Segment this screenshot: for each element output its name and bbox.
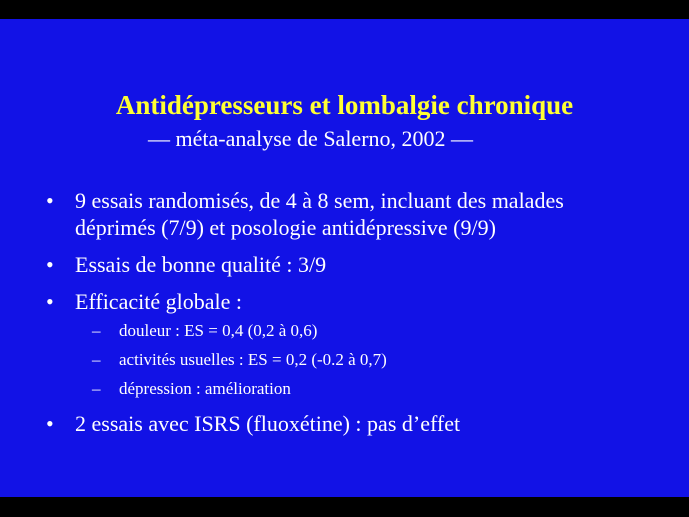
slide-title: Antidépresseurs et lombalgie chronique [115, 90, 574, 120]
bullet-mark: • [46, 252, 54, 277]
sub-item-pain [75, 319, 646, 342]
slide-subtitle: — méta-analyse de Salerno, 2002 — [148, 126, 474, 151]
dash-mark: – [92, 350, 101, 369]
bullet-item-efficacy [46, 288, 646, 400]
sub-item-text: dépression : amélioration [119, 379, 291, 398]
bullet-item-quality [46, 251, 646, 278]
bullet-mark: • [46, 289, 54, 314]
bullet-text: Essais de bonne qualité : 3/9 [75, 252, 327, 277]
slide [0, 19, 689, 497]
dash-mark: – [92, 321, 101, 340]
sub-item-activities [75, 348, 646, 371]
bullet-text: 2 essais avec ISRS (fluoxétine) : pas d’effet [75, 411, 461, 436]
sub-item-depression [75, 377, 646, 400]
dash-mark: – [92, 379, 101, 398]
bullet-text: Efficacité globale : [75, 289, 242, 314]
sub-item-text: activités usuelles : ES = 0,2 (-0.2 à 0,7) [119, 350, 387, 369]
sub-bullet-list [75, 319, 646, 400]
bullet-text: 9 essais randomisés, de 4 à 8 sem, incluant des malades déprimés (7/9) et posologie antidépressive (9/9) [75, 188, 564, 240]
bullet-mark: • [46, 188, 54, 213]
bullet-item-trials [46, 187, 646, 241]
bullet-item-ssri [46, 410, 646, 437]
bullet-mark: • [46, 411, 54, 436]
bullet-list [46, 187, 646, 447]
sub-item-text: douleur : ES = 0,4 (0,2 à 0,6) [119, 321, 318, 340]
